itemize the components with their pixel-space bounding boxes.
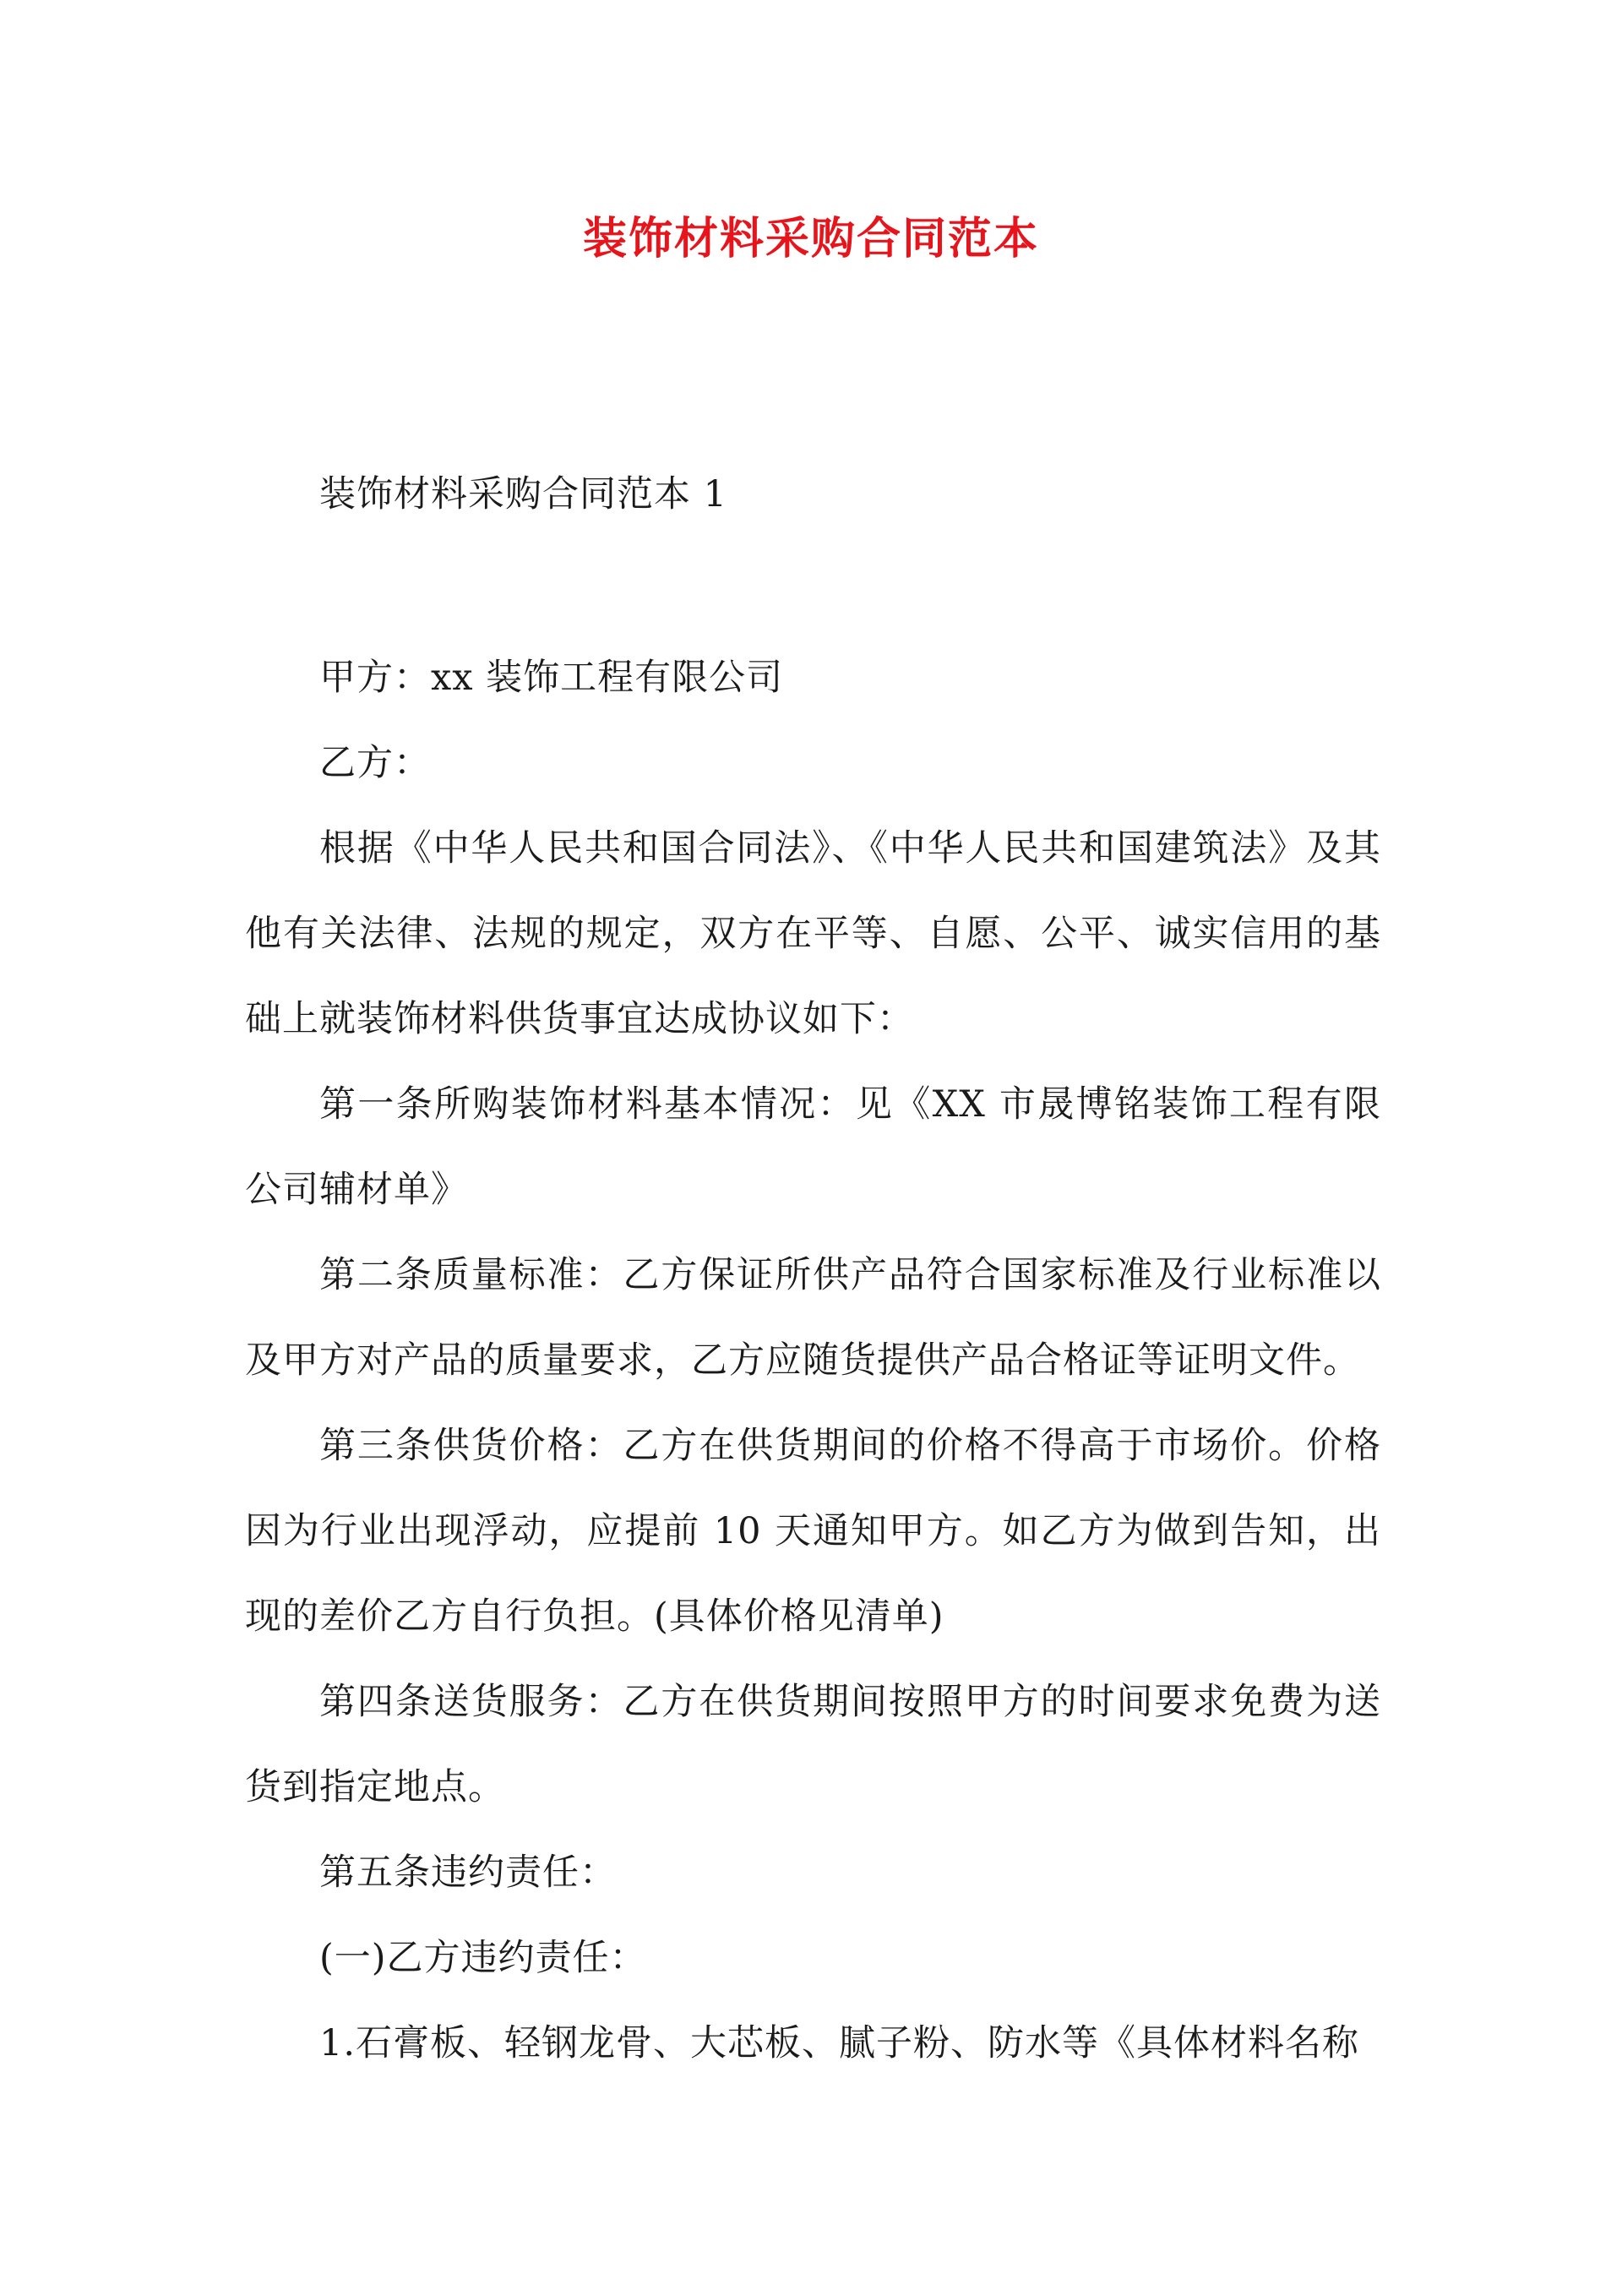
article-4: 第四条送货服务：乙方在供货期间按照甲方的时间要求免费为送货到指定地点。 xyxy=(245,1681,1381,1808)
party-b: 乙方： xyxy=(319,742,431,784)
article-2: 第二条质量标准：乙方保证所供产品符合国家标准及行业标准以及甲方对产品的质量要求，乙方应随货提供产品合格证等证明文件。 xyxy=(245,1254,1381,1382)
section-subtitle: 装饰材料采购合同范本 1 xyxy=(319,473,728,515)
article-1: 第一条所购装饰材料基本情况：见《XX 市晟博铭装饰工程有限公司辅材单》 xyxy=(245,1083,1381,1211)
party-a: 甲方：xx 装饰工程有限公司 xyxy=(319,657,784,699)
article-5: 第五条违约责任： xyxy=(319,1852,617,1894)
article-5-item-1: 1.石膏板、轻钢龙骨、大芯板、腻子粉、防水等《具体材料名称 xyxy=(319,2022,1360,2064)
article-5-section-1: (一)乙方违约责任： xyxy=(319,1937,647,1979)
preamble-paragraph: 根据《中华人民共和国合同法》、《中华人民共和国建筑法》及其他有关法律、法规的规定，双方在平等、自愿、公平、诚实信用的基础上就装饰材料供货事宜达成协议如下： xyxy=(245,827,1381,1040)
document-body xyxy=(245,635,1381,2086)
article-3: 第三条供货价格：乙方在供货期间的价格不得高于市场价。价格因为行业出现浮动，应提前 10 天通知甲方。如乙方为做到告知，出现的差价乙方自行负担。(具体价格见清单) xyxy=(245,1425,1381,1638)
document-title: 装饰材料采购合同范本 xyxy=(582,213,1039,265)
